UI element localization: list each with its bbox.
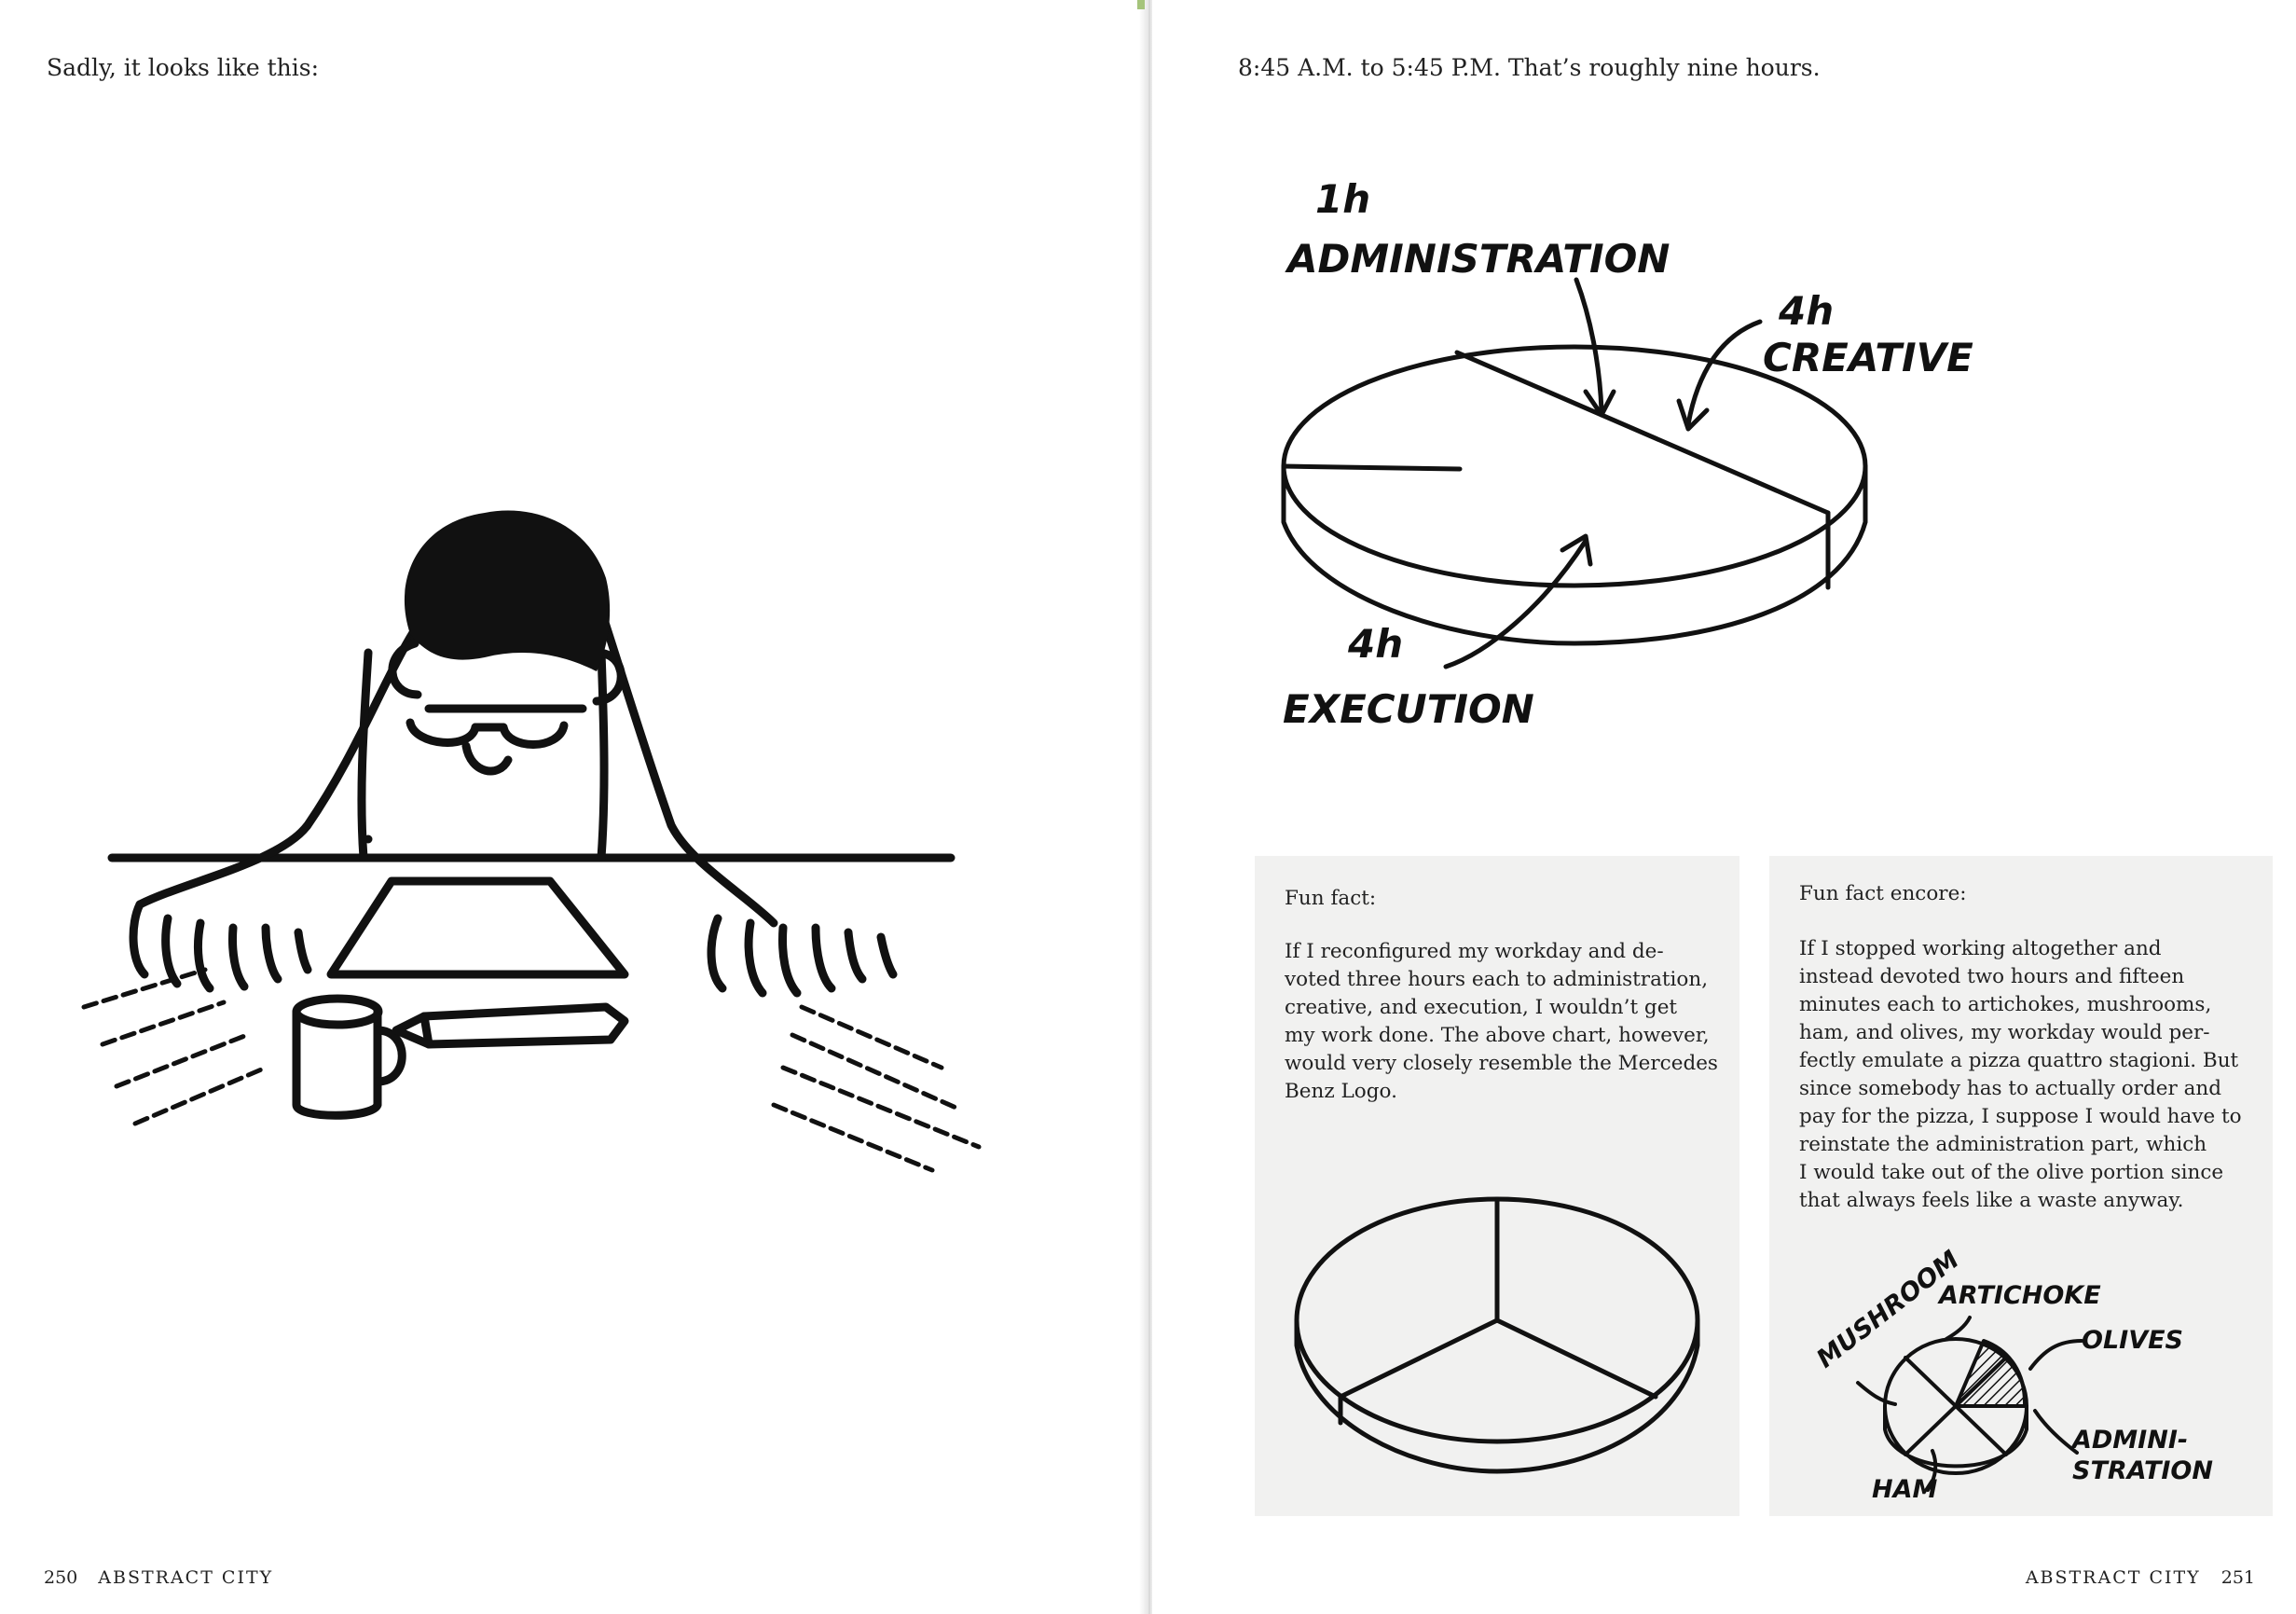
pizza-label-administration-1: ADMINI- xyxy=(2072,1426,2189,1455)
tired-worker-illustration xyxy=(0,0,1145,1614)
fun-fact-line: If I reconfigured my workday and de- xyxy=(1285,940,1664,963)
mercedes-divider-right xyxy=(1497,1320,1656,1397)
fun-fact-line: my work done. The above chart, however, xyxy=(1285,1024,1710,1047)
gutter-mark xyxy=(1137,0,1145,9)
right-intro-text: 8:45 A.M. to 5:45 P.M. That’s roughly nine hours. xyxy=(1238,54,1821,81)
pizza-label-artichoke: ARTICHOKE xyxy=(1939,1281,2101,1310)
label-admin-name: ADMINISTRATION xyxy=(1287,236,1670,282)
pizza-pie-chart xyxy=(1769,1229,2273,1509)
fun-fact-encore-title: Fun fact encore: xyxy=(1799,882,1967,905)
left-page-number: 250 xyxy=(44,1567,78,1588)
label-admin-hours: 1h xyxy=(1315,176,1371,222)
right-page xyxy=(1152,0,2296,1614)
pie-divider-admin xyxy=(1284,466,1460,469)
fun-fact-encore-line: ham, and olives, my workday would per- xyxy=(1799,1021,2210,1044)
left-folio xyxy=(23,1567,273,1588)
pizza-label-ham: HAM xyxy=(1872,1475,1938,1504)
mercedes-side-face xyxy=(1297,1320,1698,1471)
pizza-label-olives: OLIVES xyxy=(2082,1326,2183,1355)
fun-fact-encore-line: If I stopped working altogether and xyxy=(1799,937,2162,960)
left-intro-text: Sadly, it looks like this: xyxy=(47,54,320,81)
label-execution-name: EXECUTION xyxy=(1283,686,1534,732)
arrow-execution-head xyxy=(1562,536,1590,564)
arrow-artichoke xyxy=(1946,1317,1970,1339)
label-creative-name: CREATIVE xyxy=(1763,335,1973,380)
fun-fact-encore-panel xyxy=(1769,856,2273,1516)
fun-fact-encore-line: I would take out of the olive portion since xyxy=(1799,1161,2224,1184)
mercedes-pie-chart xyxy=(1255,1173,1739,1490)
pizza-label-mushroom: MUSHROOM xyxy=(1811,1245,1965,1374)
right-running-head: ABSTRACT CITY xyxy=(2025,1567,2201,1588)
fun-fact-encore-line: that always feels like a waste anyway. xyxy=(1799,1189,2184,1212)
workday-pie-chart xyxy=(1152,0,2296,821)
right-folio xyxy=(2026,1567,2275,1588)
fun-fact-encore-line: since somebody has to actually order and xyxy=(1799,1077,2221,1100)
label-creative-hours: 4h xyxy=(1779,288,1835,334)
fun-fact-text xyxy=(1285,938,1718,1106)
arrow-execution xyxy=(1446,541,1586,667)
left-running-head: ABSTRACT CITY xyxy=(98,1567,274,1588)
fun-fact-line: voted three hours each to administration, xyxy=(1285,968,1709,991)
fun-fact-encore-line: instead devoted two hours and fifteen xyxy=(1799,965,2185,988)
right-page-number: 251 xyxy=(2220,1567,2255,1588)
mercedes-divider-left xyxy=(1340,1320,1497,1397)
pizza-side-face xyxy=(1885,1406,2027,1466)
fun-fact-encore-line: minutes each to artichokes, mushrooms, xyxy=(1799,993,2212,1016)
fun-fact-line: creative, and execution, I wouldn’t get xyxy=(1285,996,1678,1019)
fun-fact-line: Benz Logo. xyxy=(1285,1080,1397,1103)
fun-fact-encore-line: pay for the pizza, I suppose I would have to xyxy=(1799,1105,2242,1128)
fun-fact-encore-line: reinstate the administration part, which xyxy=(1799,1133,2207,1156)
arrow-administration-pizza xyxy=(2035,1411,2077,1453)
fun-fact-encore-line: fectly emulate a pizza quattro stagioni. But xyxy=(1799,1049,2239,1072)
left-page xyxy=(0,0,1145,1614)
fun-fact-encore-text xyxy=(1799,935,2242,1215)
fun-fact-panel xyxy=(1255,856,1739,1516)
fun-fact-title: Fun fact: xyxy=(1285,887,1377,910)
fun-fact-line: would very closely resemble the Mercedes xyxy=(1285,1052,1718,1075)
pizza-label-administration-2: STRATION xyxy=(2072,1456,2213,1485)
arrow-olives xyxy=(2030,1341,2082,1369)
label-execution-hours: 4h xyxy=(1348,621,1404,667)
